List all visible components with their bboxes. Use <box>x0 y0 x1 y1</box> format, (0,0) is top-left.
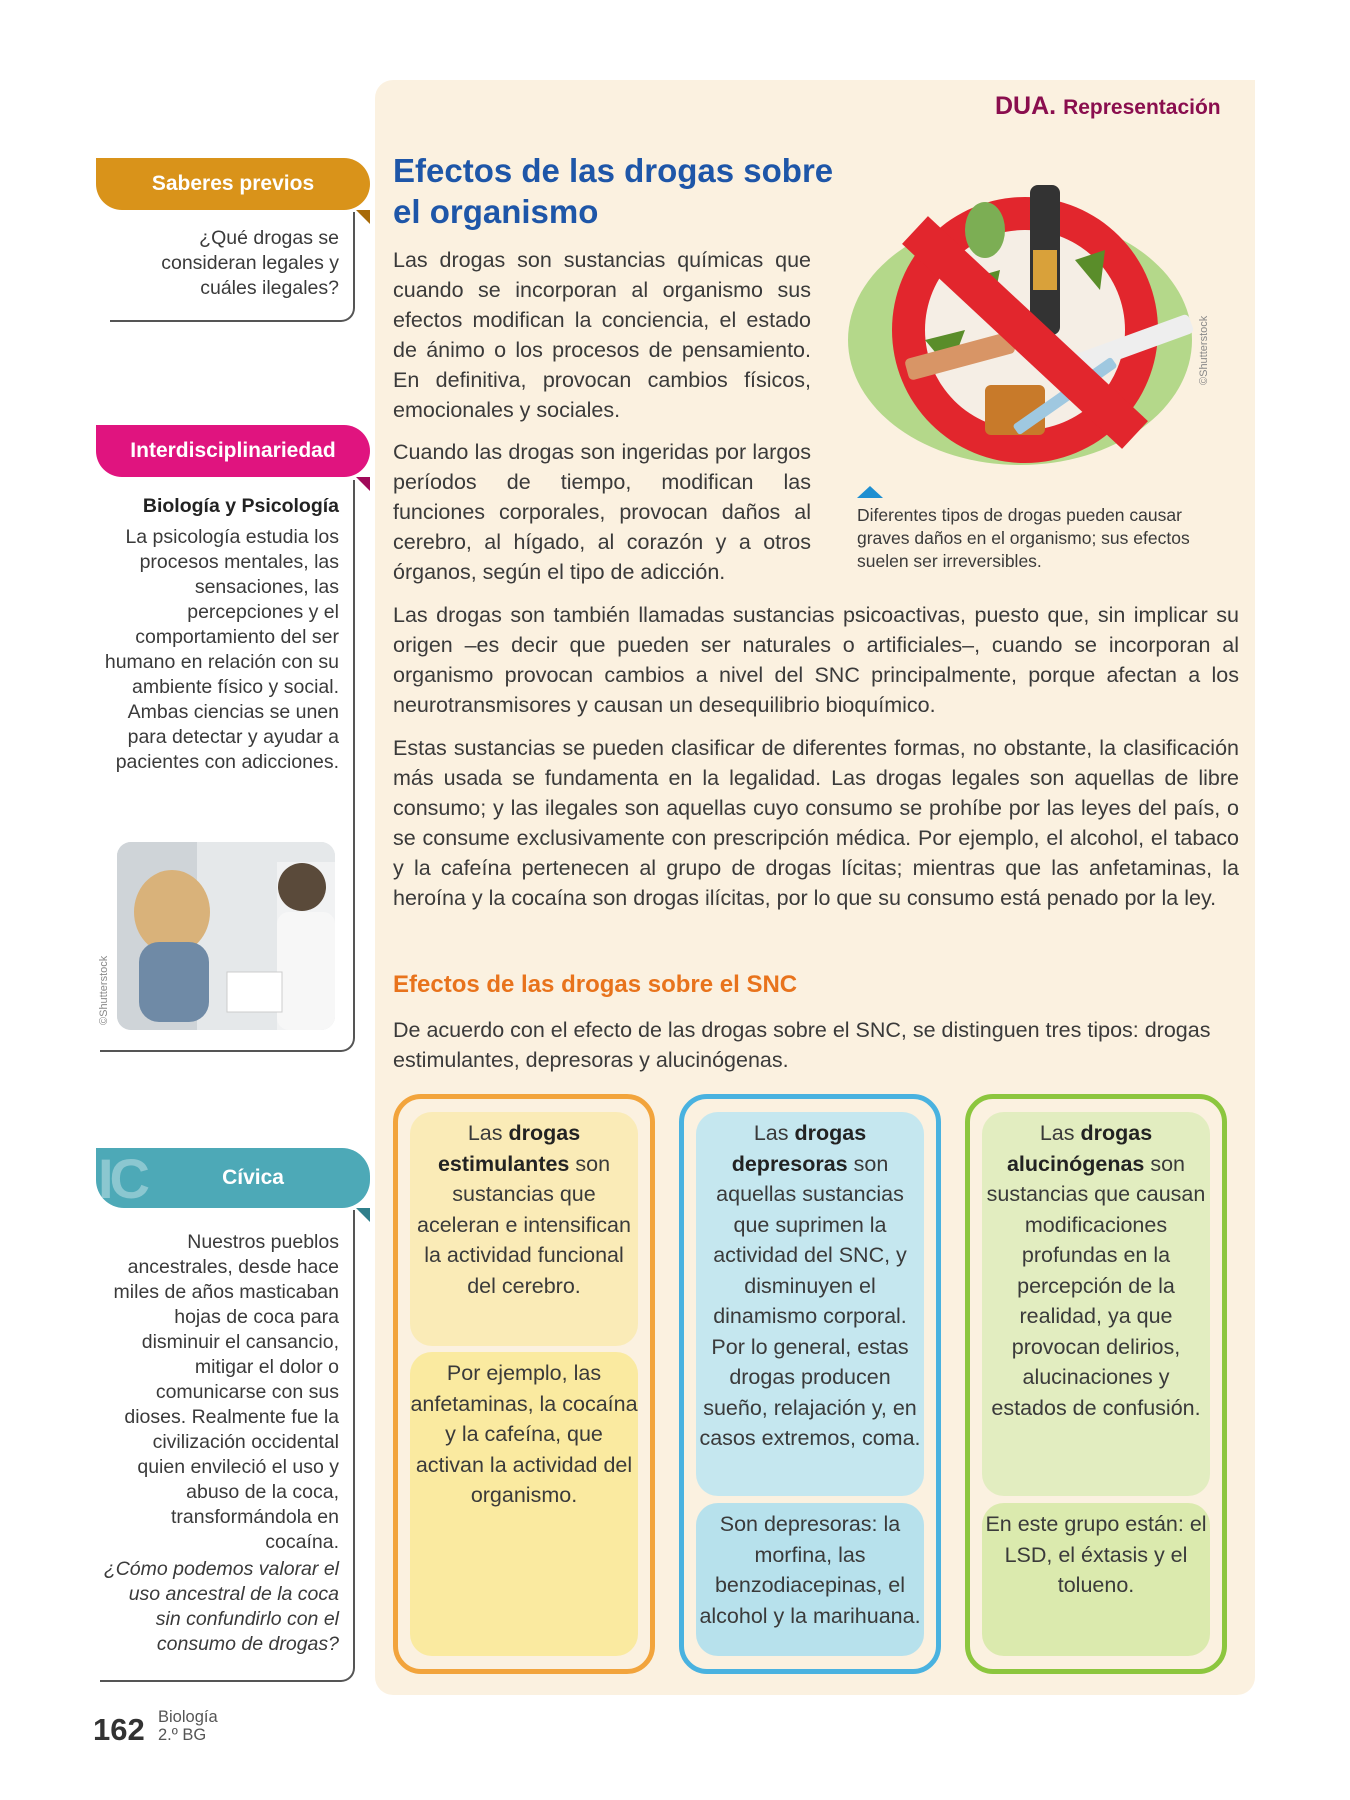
photo-credit: ©Shutterstock <box>98 955 110 1025</box>
saberes-box <box>110 212 355 322</box>
interdisciplinariedad-header: Interdisciplinariedad <box>96 425 370 477</box>
civica-box <box>100 1210 355 1682</box>
image-credit: ©Shutterstock <box>1198 315 1210 385</box>
interdisciplinariedad-text: La psicología estudia los procesos mentales, las sensaciones, las percepciones y el comportamiento del ser humano en relación con su ambiente físico y social. Ambas ciencias se unen para detectar y ayudar a pacientes con adicciones. <box>104 526 339 773</box>
paragraph-5: De acuerdo con el efecto de las drogas sobre el SNC, se distinguen tres tipos: drogas estimulantes, depresoras y alucinógenas. <box>393 1018 1211 1072</box>
caption-triangle-icon <box>857 486 883 498</box>
page-title: Efectos de las drogas sobre el organismo <box>393 152 834 230</box>
paragraph-1: Las drogas son sustancias químicas que cuando se incorporan al organismo sus efectos modifican la conciencia, el estado de ánimo o los procesos de pensamiento. En definitiva, provocan cambios físicos, emocionales y sociales. <box>393 248 811 422</box>
page-number: 162 <box>93 1712 145 1747</box>
card-depresoras-definition: Las drogas depresoras son aquellas sustancias que suprimen la actividad del SNC, y disminuyen el dinamismo corporal. Por lo general, estas drogas producen sueño, relajación y, en casos extremos, coma. <box>696 1112 924 1496</box>
card-depresoras-example: Son depresoras: la morfina, las benzodiacepinas, el alcohol y la marihuana. <box>696 1503 924 1656</box>
civica-header: IC Cívica <box>96 1148 370 1208</box>
psychology-photo <box>117 842 335 1030</box>
dua-prefix: DUA. <box>995 92 1057 120</box>
paragraph-2: Cuando las drogas son ingeridas por largos períodos de tiempo, modifican las funciones corporales, provocan daños al cerebro, al hígado, al corazón y a otros órganos, según el tipo de adicción. <box>393 440 811 584</box>
civica-logo-icon: IC <box>98 1147 146 1210</box>
card-alucinogenas-definition: Las drogas alucinógenas son sustancias que causan modificaciones profundas en la percepción de la realidad, ya que provocan delirios, alucinaciones y estados de confusión. <box>982 1112 1210 1496</box>
card-alucinogenas-example: En este grupo están: el LSD, el éxtasis y el tolueno. <box>982 1503 1210 1656</box>
card-estimulantes <box>393 1094 655 1674</box>
saberes-question: ¿Qué drogas se consideran legales y cuáles ilegales? <box>161 227 339 299</box>
image-caption: Diferentes tipos de drogas pueden causar graves daños en el organismo; sus efectos suelen ser irreversibles. <box>857 505 1190 571</box>
civica-question: ¿Cómo podemos valorar el uso ancestral de la coca sin confundirlo con el consumo de drogas? <box>103 1558 339 1655</box>
paragraph-3: Las drogas son también llamadas sustancias psicoactivas, puesto que, sin implicar su origen –es decir que pueden ser naturales o artificiales–, cuando se incorporan al organismo provocan cambios a nivel del SNC principalmente, porque afectan a los neurotransmisores y causan un desequilibrio bioquímico. <box>393 603 1239 717</box>
dua-label <box>995 92 1221 121</box>
dua-representacion: Representación <box>1063 96 1221 119</box>
paragraph-4: Estas sustancias se pueden clasificar de diferentes formas, no obstante, la clasificación más usada se fundamenta en la legalidad. Las drogas legales son aquellas de libre consumo; y las ilegales son aquellas cuyo consumo se prohíbe por las leyes del país, o se consume exclusivamente con prescripción médica. Por ejemplo, el alcohol, el tabaco y la cafeína pertenecen al grupo de drogas lícitas; mientras que las anfetaminas, la heroína y la cocaína son drogas ilícitas, por lo que su consumo está penado por la ley. <box>393 736 1239 910</box>
interdisciplinariedad-subhead: Biología y Psicología <box>142 495 339 517</box>
saberes-header: Saberes previos <box>96 158 370 210</box>
card-estimulantes-definition: Las drogas estimulantes son sustancias que aceleran e intensifican la actividad funcional del cerebro. <box>410 1112 638 1346</box>
card-alucinogenas <box>965 1094 1227 1674</box>
card-estimulantes-example: Por ejemplo, las anfetaminas, la cocaína y la cafeína, que activan la actividad del organismo. <box>410 1352 638 1656</box>
card-depresoras <box>679 1094 941 1674</box>
section-subtitle: Efectos de las drogas sobre el SNC <box>393 971 798 998</box>
footer-subject: Biología 2.º BG <box>158 1708 218 1744</box>
civica-text: Nuestros pueblos ancestrales, desde hace miles de años masticaban hojas de coca para disminuir el cansancio, mitigar el dolor o comunicarse con sus dioses. Realmente fue la civilización occidental quien envileció el uso y abuso de la coca, transformándola en cocaína. <box>113 1231 339 1553</box>
drugs-illustration <box>845 160 1195 490</box>
